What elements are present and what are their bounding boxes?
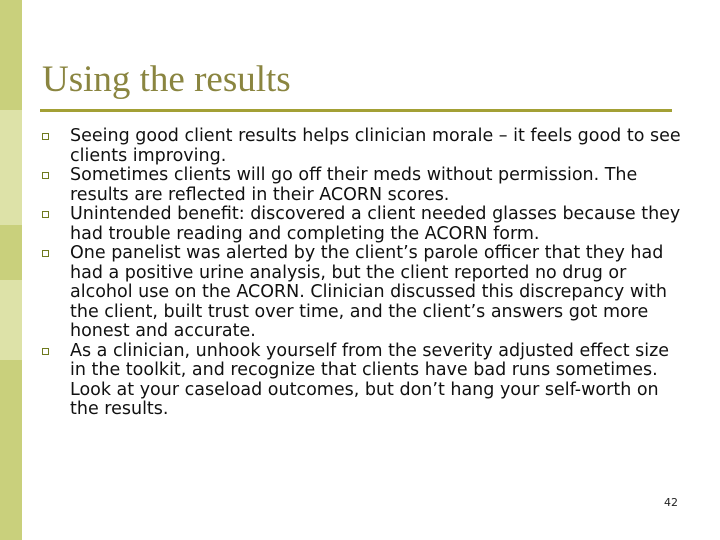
square-bullet-icon (42, 211, 49, 218)
bullet-text: One panelist was alerted by the client’s parole officer that they had had a positive urine analysis, but the client reported no drug or alcohol use on the ACORN. Clinician discussed this discrepancy with the client, built trust over time, and the client’s answers got more honest and accurate. (70, 243, 667, 341)
square-bullet-icon (42, 348, 49, 355)
bullet-item (40, 205, 690, 244)
bullet-text: Unintended benefit: discovered a client needed glasses because they had trouble reading and completing the ACORN form. (70, 204, 681, 244)
bullet-item (40, 127, 690, 166)
bullet-item (40, 342, 690, 420)
bullet-text: Seeing good client results helps clinician morale – it feels good to see clients improving. (70, 126, 681, 166)
slide-title: Using the results (42, 59, 291, 100)
square-bullet-icon (42, 172, 49, 179)
bullet-text: Sometimes clients will go off their meds without permission. The results are reflected in their ACORN scores. (70, 165, 638, 205)
bullet-text: As a clinician, unhook yourself from the severity adjusted effect size in the toolkit, and recognize that clients have bad runs sometimes. Look at your caseload outcomes, but don’t hang your self-worth on the results. (70, 340, 670, 419)
bullet-item (40, 244, 690, 342)
sidebar-block (0, 360, 22, 540)
bullet-list (40, 127, 690, 420)
decorative-sidebar (0, 0, 22, 540)
sidebar-block (0, 225, 22, 280)
sidebar-block (0, 0, 22, 110)
page-number: 42 (664, 496, 678, 509)
square-bullet-icon (42, 133, 49, 140)
bullet-item (40, 166, 690, 205)
title-underline (40, 109, 672, 112)
square-bullet-icon (42, 250, 49, 257)
